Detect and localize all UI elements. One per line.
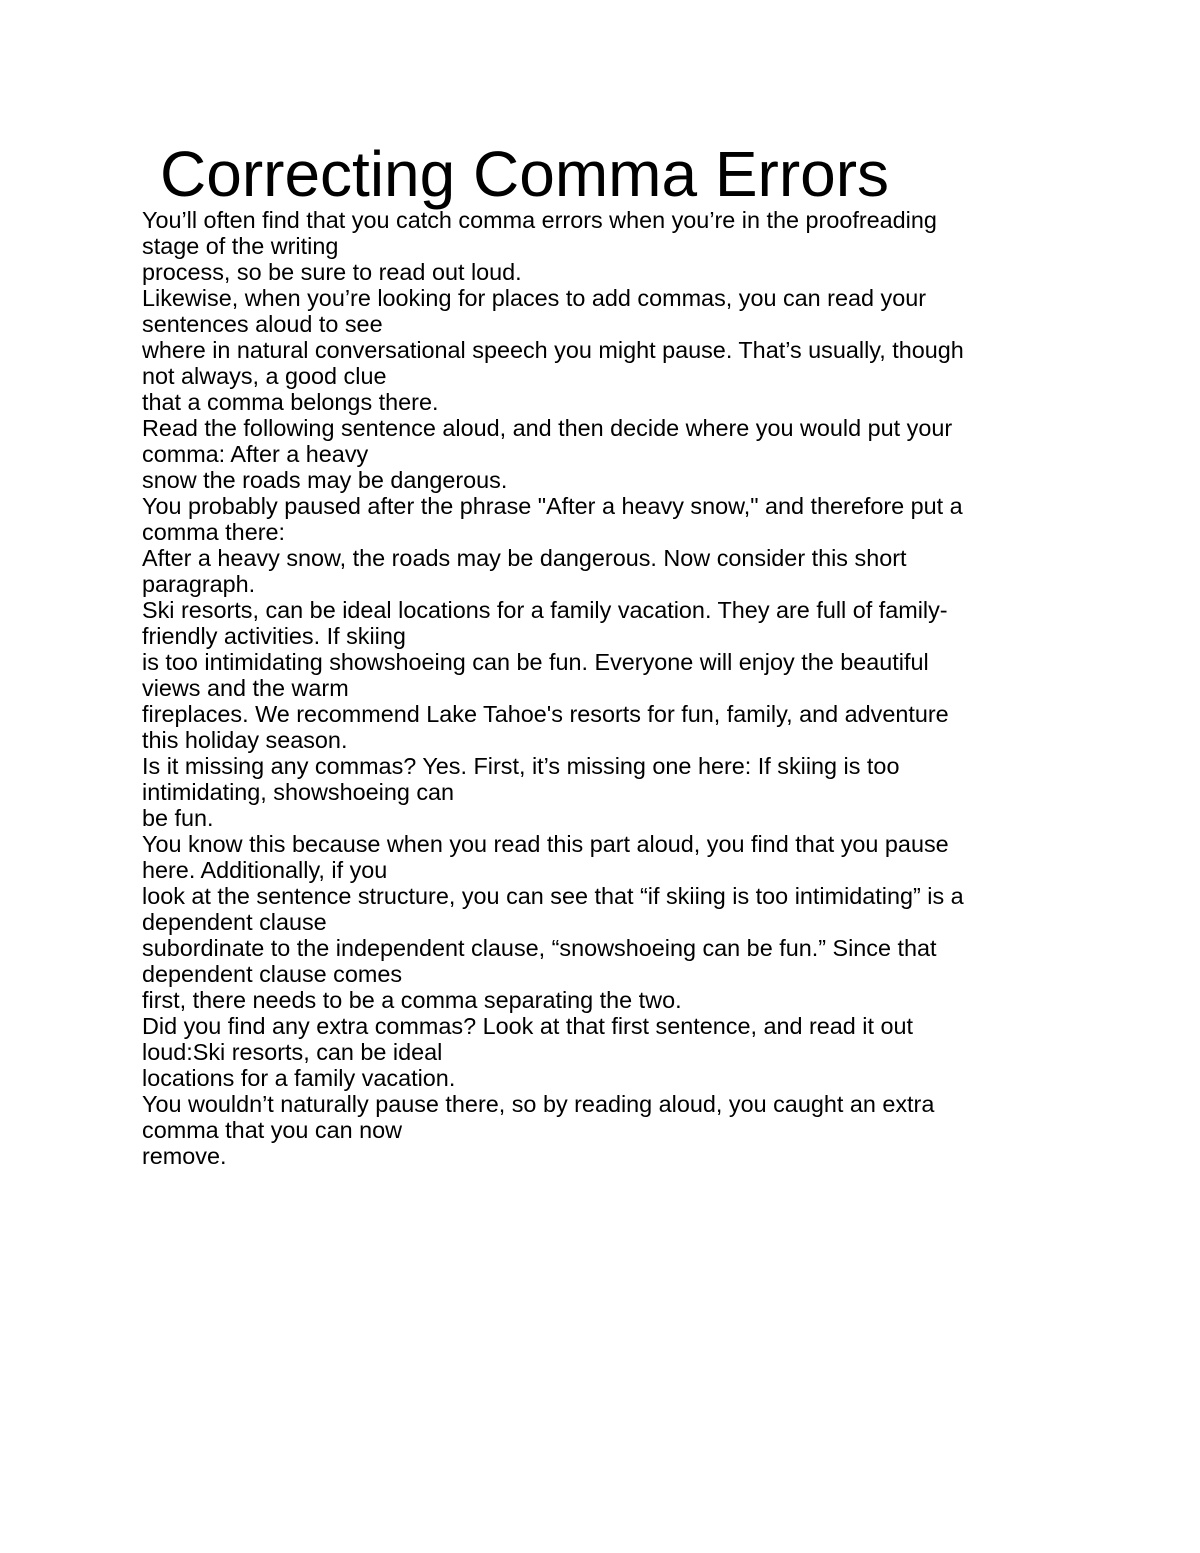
text-line: snow the roads may be dangerous. [142, 467, 508, 493]
text-line: After a heavy snow, the roads may be dangerous. Now consider this short [142, 545, 907, 571]
text-line: intimidating, showshoeing can [142, 779, 455, 805]
body-text [142, 207, 1052, 1169]
text-line: comma there: [142, 519, 285, 545]
text-line: views and the warm [142, 675, 349, 701]
text-line: dependent clause [142, 909, 327, 935]
text-line: process, so be sure to read out loud. [142, 259, 522, 285]
text-line: comma that you can now [142, 1117, 403, 1143]
text-line: fireplaces. We recommend Lake Tahoe's resorts for fun, family, and adventure [142, 701, 949, 727]
text-line: not always, a good clue [142, 363, 387, 389]
text-line: look at the sentence structure, you can see that “if skiing is too intimidating” is a [142, 883, 964, 909]
text-line: friendly activities. If skiing [142, 623, 406, 649]
text-line: be fun. [142, 805, 214, 831]
text-line: is too intimidating showshoeing can be fun. Everyone will enjoy the beautiful [142, 649, 929, 675]
text-line: Did you find any extra commas? Look at that first sentence, and read it out [142, 1013, 914, 1039]
text-line: dependent clause comes [142, 961, 403, 987]
text-line: Likewise, when you’re looking for places to add commas, you can read your [142, 285, 926, 311]
text-line: this holiday season. [142, 727, 348, 753]
text-line: subordinate to the independent clause, “snowshoeing can be fun.” Since that [142, 935, 937, 961]
text-line: loud:Ski resorts, can be ideal [142, 1039, 443, 1065]
text-line: that a comma belongs there. [142, 389, 439, 415]
text-line: paragraph. [142, 571, 256, 597]
text-line: You’ll often find that you catch comma errors when you’re in the proofreading [142, 207, 937, 233]
text-line: locations for a family vacation. [142, 1065, 456, 1091]
text-line: first, there needs to be a comma separating the two. [142, 987, 682, 1013]
text-line: Read the following sentence aloud, and then decide where you would put your [142, 415, 953, 441]
text-line: stage of the writing [142, 233, 339, 259]
text-line: remove. [142, 1143, 227, 1169]
text-line: You probably paused after the phrase "After a heavy snow," and therefore put a [142, 493, 963, 519]
text-line: You know this because when you read this part aloud, you find that you pause [142, 831, 949, 857]
text-line: Ski resorts, can be ideal locations for a family vacation. They are full of family- [142, 597, 948, 623]
page-title: Correcting Comma Errors [160, 138, 890, 210]
text-line: where in natural conversational speech you might pause. That’s usually, though [142, 337, 964, 363]
text-line: sentences aloud to see [142, 311, 383, 337]
text-line: comma: After a heavy [142, 441, 369, 467]
text-line: here. Additionally, if you [142, 857, 388, 883]
text-line: You wouldn’t naturally pause there, so by reading aloud, you caught an extra [142, 1091, 935, 1117]
text-line: Is it missing any commas? Yes. First, it’s missing one here: If skiing is too [142, 753, 900, 779]
